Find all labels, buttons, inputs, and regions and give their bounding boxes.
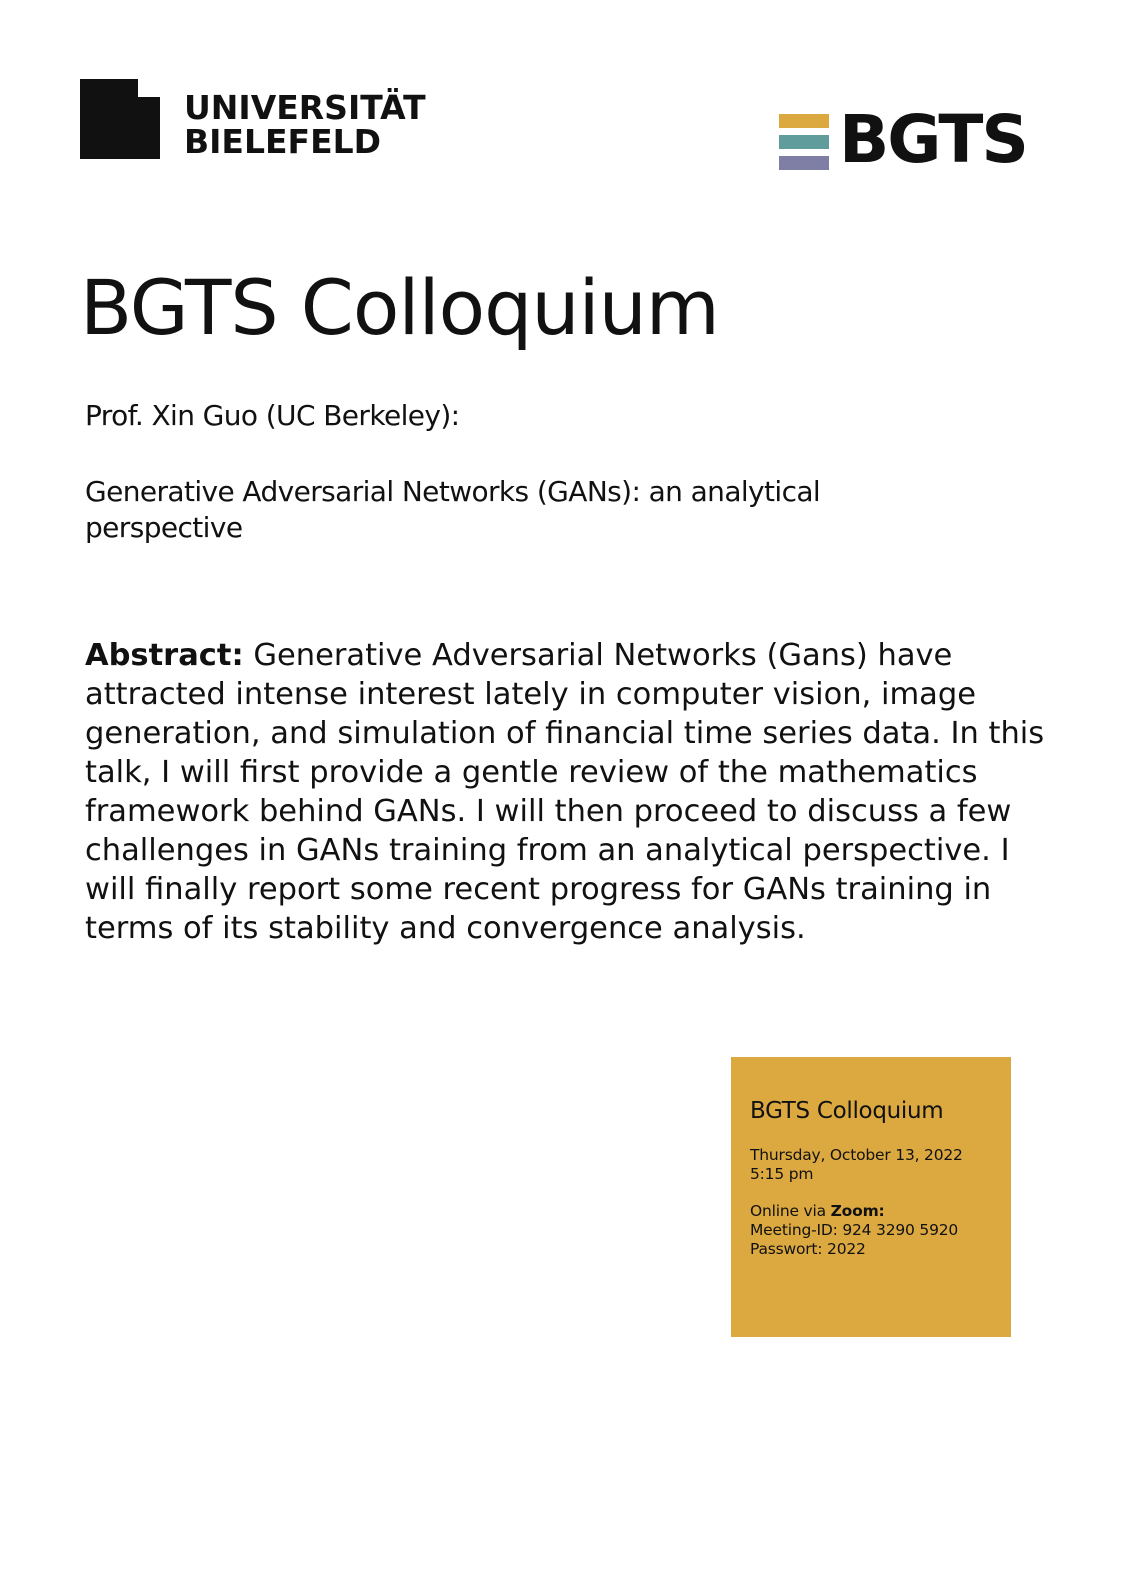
university-mark-icon — [80, 79, 160, 159]
bgts-bars-icon — [779, 114, 829, 170]
event-meeting-id: Meeting-ID: 924 3290 5920 — [750, 1221, 959, 1239]
bgts-bar-top — [779, 114, 829, 128]
abstract-label: Abstract: — [85, 638, 244, 673]
event-date: Thursday, October 13, 2022 — [750, 1146, 963, 1164]
talk-title: Generative Adversarial Networks (GANs): an analytical perspective — [85, 475, 821, 544]
speaker-name: Prof. Xin Guo (UC Berkeley): — [85, 399, 460, 432]
event-info-box — [731, 1057, 1011, 1337]
event-time: 5:15 pm — [750, 1165, 814, 1183]
university-name — [184, 88, 426, 161]
bgts-logo — [779, 101, 1039, 180]
event-password: Passwort: 2022 — [750, 1240, 866, 1258]
event-info-title: BGTS Colloquium — [750, 1098, 944, 1124]
bgts-wordmark: BGTS — [839, 101, 1027, 178]
university-logo — [80, 79, 426, 163]
event-platform-link[interactable]: Zoom: — [830, 1202, 885, 1220]
page-title: BGTS Colloquium — [80, 263, 719, 352]
event-online-line — [750, 1202, 885, 1221]
university-name-line2: BIELEFELD — [184, 122, 382, 161]
abstract — [85, 636, 1045, 948]
university-name-line1: UNIVERSITÄT — [184, 88, 426, 127]
abstract-text: Generative Adversarial Networks (Gans) have attracted intense interest lately in computer vision, image generation, and simulation of financial time series data. In this talk, I will first provide a gentle review of the mathematics framework behind GANs. I will then proceed to discuss a few challenges in GANs training from an analytical perspective. I will finally report some recent progress for GANs training in terms of its stability and convergence analysis. — [85, 638, 1045, 946]
bgts-bar-bottom — [779, 156, 829, 170]
event-online-prefix: Online via — [750, 1202, 831, 1220]
bgts-bar-middle — [779, 135, 829, 149]
